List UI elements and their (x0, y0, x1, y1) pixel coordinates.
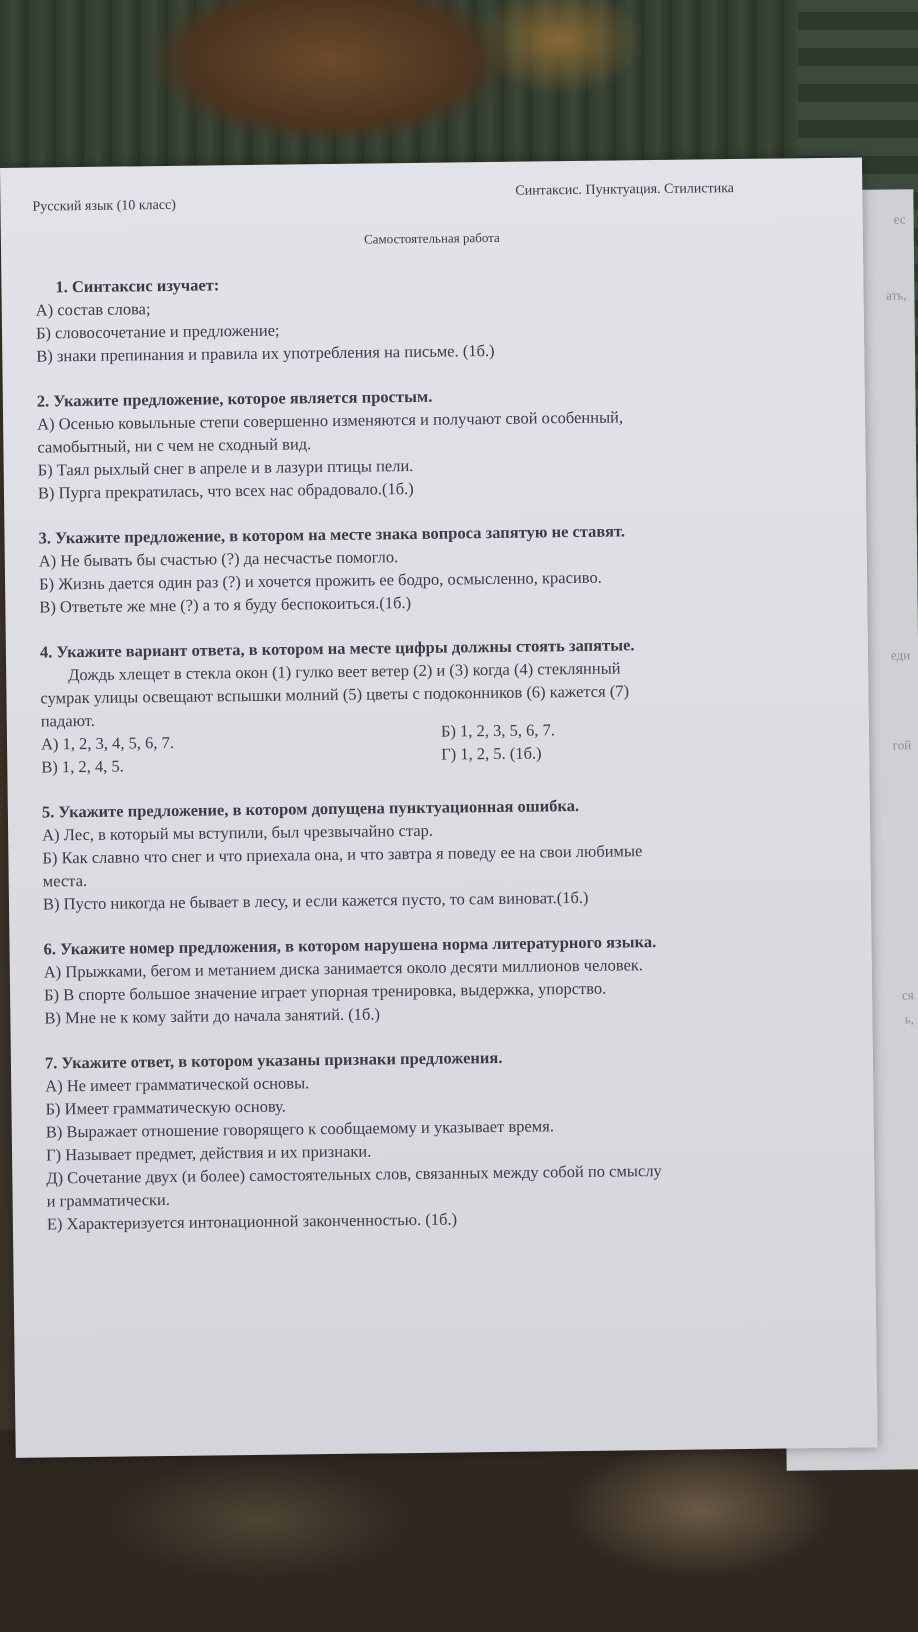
question-4 (40, 631, 842, 779)
question-title: 5. Укажите предложение, в котором допущена пунктуационная ошибка. (41, 795, 580, 822)
question-title: 4. Укажите вариант ответа, в котором на месте цифры должны стоять запятые. (39, 635, 635, 662)
answer-option: Е) Характеризуется интонационной законченностью. (1б.) (46, 1209, 458, 1234)
back-sheet-fragment: еди (890, 647, 911, 663)
back-sheet-fragment: ес (893, 211, 906, 227)
question-6 (43, 928, 844, 1030)
answer-option: Б) Жизнь дается один раз (?) и хочется прожить ее бодро, осмысленно, красиво. (38, 567, 602, 594)
back-sheet-fragment: ся (901, 987, 914, 1003)
answer-option: А) Прыжками, бегом и метанием диска занимается около десяти миллионов человек. (43, 955, 644, 982)
answer-option: Б) Таял рыхлый снег в апреле и в лазури птицы пели. (37, 455, 414, 480)
answer-option: Б) Имеет грамматическую основу. (45, 1096, 286, 1119)
answer-option: Б) В спорте большое значение играет упорная тренировка, выдержка, упорство. (43, 978, 607, 1005)
answer-option: А) Не имеет грамматической основы. (45, 1073, 310, 1096)
answer-option: Д) Сочетание двух (и более) самостоятельных слов, связанных между собой по смыслу (46, 1160, 662, 1188)
answer-option: В) Ответьте же мне (?) а то я буду беспокоиться.(1б.) (39, 593, 412, 617)
back-sheet-fragment: гой (892, 737, 912, 753)
answer-option: Б) 1, 2, 3, 5, 6, 7. (440, 720, 556, 741)
answer-option: Б) Как славно что снег и что приехала она, и что завтра я поведу ее на свои любимые (42, 841, 643, 868)
answer-option: А) состав слова; (35, 299, 151, 320)
subject-header: Русский язык (10 класс) (32, 197, 176, 215)
answer-option: В) 1, 2, 4, 5. (41, 756, 124, 777)
answer-option: А) Осенью ковыльные степи совершенно изменяются и получают свой особенный, (37, 407, 624, 434)
answer-option: В) знаки препинания и правила их употребления на письме. (1б.) (36, 340, 495, 366)
question-5 (42, 791, 843, 916)
answer-option: А) 1, 2, 3, 4, 5, 6, 7. (40, 732, 175, 754)
answer-option: Б) словосочетание и предложение; (35, 320, 280, 343)
question-text: Дождь хлещет в стекла окон (1) гулко веет ветер (2) и (3) когда (4) стеклянный (68, 658, 621, 685)
back-sheet-fragment: ь, (904, 1011, 915, 1027)
answer-option: Г) 1, 2, 5. (1б.) (441, 743, 542, 764)
questions (35, 266, 847, 1258)
worksheet-title: Самостоятельная работа (363, 229, 500, 247)
answer-option: места. (42, 870, 88, 891)
question-title: 1. Синтаксис изучает: (55, 275, 220, 297)
answer-option: самобытный, ни с чем не сходный вид. (37, 434, 312, 457)
topic-header: Синтаксис. Пунктуация. Стилистика (515, 181, 735, 199)
answer-option: Г) Называет предмет, действия и их признаки. (45, 1141, 372, 1165)
question-title: 2. Укажите предложение, которое является простым. (36, 386, 433, 411)
answer-option: В) Выражает отношение говорящего к сообщаемому и указывает время. (45, 1116, 555, 1142)
answer-option: В) Пусто никогда не бывает в лесу, и если кажется пусто, то сам виноват.(1б.) (42, 887, 589, 914)
question-1 (35, 266, 836, 368)
question-title: 7. Укажите ответ, в котором указаны признаки предложения. (44, 1047, 503, 1073)
question-text: падают. (40, 710, 95, 731)
answer-column-right (441, 715, 842, 774)
question-2 (37, 380, 838, 505)
question-title: 3. Укажите предложение, в котором на месте знака вопроса запятую не ставят. (38, 521, 626, 548)
question-text: сумрак улицы освещают вспышки молний (5) цветы с подоконников (6) кажется (7) (40, 681, 630, 708)
answer-option: В) Пурга прекратилась, что всех нас обрадовало.(1б.) (37, 478, 414, 503)
answer-option: и грамматически. (46, 1190, 171, 1211)
answer-option: А) Лес, в который мы вступили, был чрезвычайно стар. (42, 820, 434, 845)
back-sheet-fragment: ать, (886, 287, 907, 303)
question-7 (45, 1042, 847, 1236)
answer-column-left (41, 728, 442, 779)
answer-option: В) Мне не к кому зайти до начала занятий. (1б.) (44, 1004, 381, 1028)
tablecloth-bottom (0, 1430, 918, 1632)
question-title: 6. Укажите номер предложения, в котором нарушена норма литературного языка. (43, 932, 657, 959)
answer-option: А) Не бывать бы счастью (?) да несчастье помогло. (38, 547, 399, 571)
question-3 (38, 517, 839, 619)
worksheet (0, 157, 878, 1457)
